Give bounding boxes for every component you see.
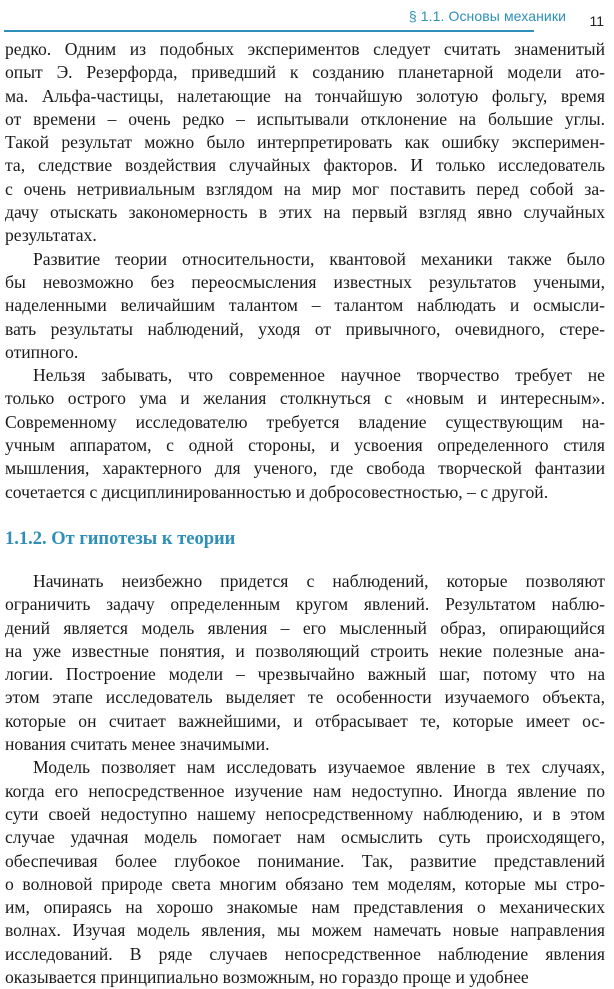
text-line: отипного. bbox=[5, 341, 79, 362]
paragraph bbox=[5, 38, 605, 248]
text-line: только острого ума и желания столкнуться с «новым и интересным». bbox=[5, 388, 605, 409]
paragraph bbox=[5, 756, 605, 989]
text-line: дений является модель явления – его мысленный образ, опирающийся bbox=[5, 617, 605, 638]
paragraphs-top bbox=[5, 38, 605, 504]
text-line: мышления, характерного для ученого, где свобода творческой фантазии bbox=[5, 458, 605, 479]
text-line: с очень нетривиальным взглядом на мир мог поставить перед собой за- bbox=[5, 178, 605, 199]
text-line: дачу отыскать закономерность в этих на первый взгляд явно случайных bbox=[5, 202, 605, 223]
section-heading: 1.1.2. От гипотезы к теории bbox=[5, 528, 236, 549]
text-line: Модель позволяет нам исследовать изучаемое явление в тех случаях, bbox=[33, 757, 605, 778]
paragraph bbox=[5, 248, 605, 364]
page-body bbox=[5, 38, 605, 989]
text-line: ма. Альфа-частицы, налетающие на тончайшую золотую фольгу, время bbox=[5, 85, 605, 106]
text-line: волнах. Изучая модель явления, мы можем намечать новые направления bbox=[5, 920, 605, 941]
text-line: бы невозможно без переосмысления известных результатов учеными, bbox=[5, 271, 605, 292]
text-line: результатах. bbox=[5, 225, 97, 246]
text-line: когда его непосредственное изучение нам недоступно. Иногда явление по bbox=[5, 780, 605, 801]
page-number: 11 bbox=[589, 13, 604, 29]
header-rule bbox=[4, 30, 534, 32]
text-line: сути своей недоступно нашему непосредственному наблюдению, и в этом bbox=[5, 803, 605, 824]
paragraph bbox=[5, 570, 605, 756]
text-line: Начинать неизбежно придется с наблюдений, которые позволяют bbox=[33, 570, 605, 591]
text-line: та, следствие воздействия случайных факторов. И только исследователь bbox=[5, 155, 605, 176]
text-line: от времени – очень редко – испытывали отклонение на большие углы. bbox=[5, 108, 605, 129]
text-line: Современному исследователю требуется владение существующим на- bbox=[5, 411, 605, 432]
text-line: на уже известные понятия, и позволяющий строить некие полезные ана- bbox=[5, 640, 605, 661]
text-line: учным аппаратом, с одной стороны, и усвоения определенного стиля bbox=[5, 435, 605, 456]
text-line: наделенными величайшим талантом – талантом наблюдать и осмысли- bbox=[5, 295, 605, 316]
text-line: о волновой природе света многим обязано тем моделям, которые мы стро- bbox=[5, 873, 605, 894]
text-line: редко. Одним из подобных экспериментов следует считать знаменитый bbox=[5, 39, 605, 59]
paragraph bbox=[5, 364, 605, 504]
text-line: Развитие теории относительности, квантовой механики также было bbox=[33, 248, 605, 269]
text-line: Нельзя забывать, что современное научное творчество требует не bbox=[33, 365, 605, 386]
text-line: опыт Э. Резерфорда, приведший к созданию планетарной модели ато- bbox=[5, 62, 605, 83]
text-line: логии. Построение модели – чрезвычайно важный шаг, потому что на bbox=[5, 664, 605, 685]
text-line: которые он считает важнейшими, и отбрасывает те, которые имеет ос- bbox=[5, 710, 605, 731]
text-line: оказывается принципиально возможным, но гораздо проще и удобнее bbox=[5, 966, 529, 987]
text-line: этом этапе исследователь выделяет те особенности изучаемого объекта, bbox=[5, 687, 605, 708]
text-line: случае удачная модель помогает нам осмыслить суть происходящего, bbox=[5, 827, 605, 848]
text-line: Такой результат можно было интерпретировать как ошибку эксперимен- bbox=[5, 132, 605, 153]
text-line: обеспечивая более глубокое понимание. Так, развитие представлений bbox=[5, 850, 605, 871]
page-header bbox=[0, 0, 614, 40]
paragraphs-bottom bbox=[5, 570, 605, 989]
text-line: сочетается с дисциплинированностью и добросовестностью, – с другой. bbox=[5, 481, 549, 502]
text-line: вать результаты наблюдений, уходя от привычного, очевидного, стере- bbox=[5, 318, 605, 339]
text-line: им, опираясь на хорошо знакомые нам представления о механических bbox=[5, 897, 605, 918]
text-line: нования считать менее значимыми. bbox=[5, 734, 270, 755]
text-line: исследований. В ряде случаев непосредственное наблюдение явления bbox=[5, 943, 605, 964]
text-line: ограничить задачу определенным кругом явлений. Результатом наблю- bbox=[5, 594, 605, 615]
running-title: § 1.1. Основы механики bbox=[408, 8, 566, 24]
